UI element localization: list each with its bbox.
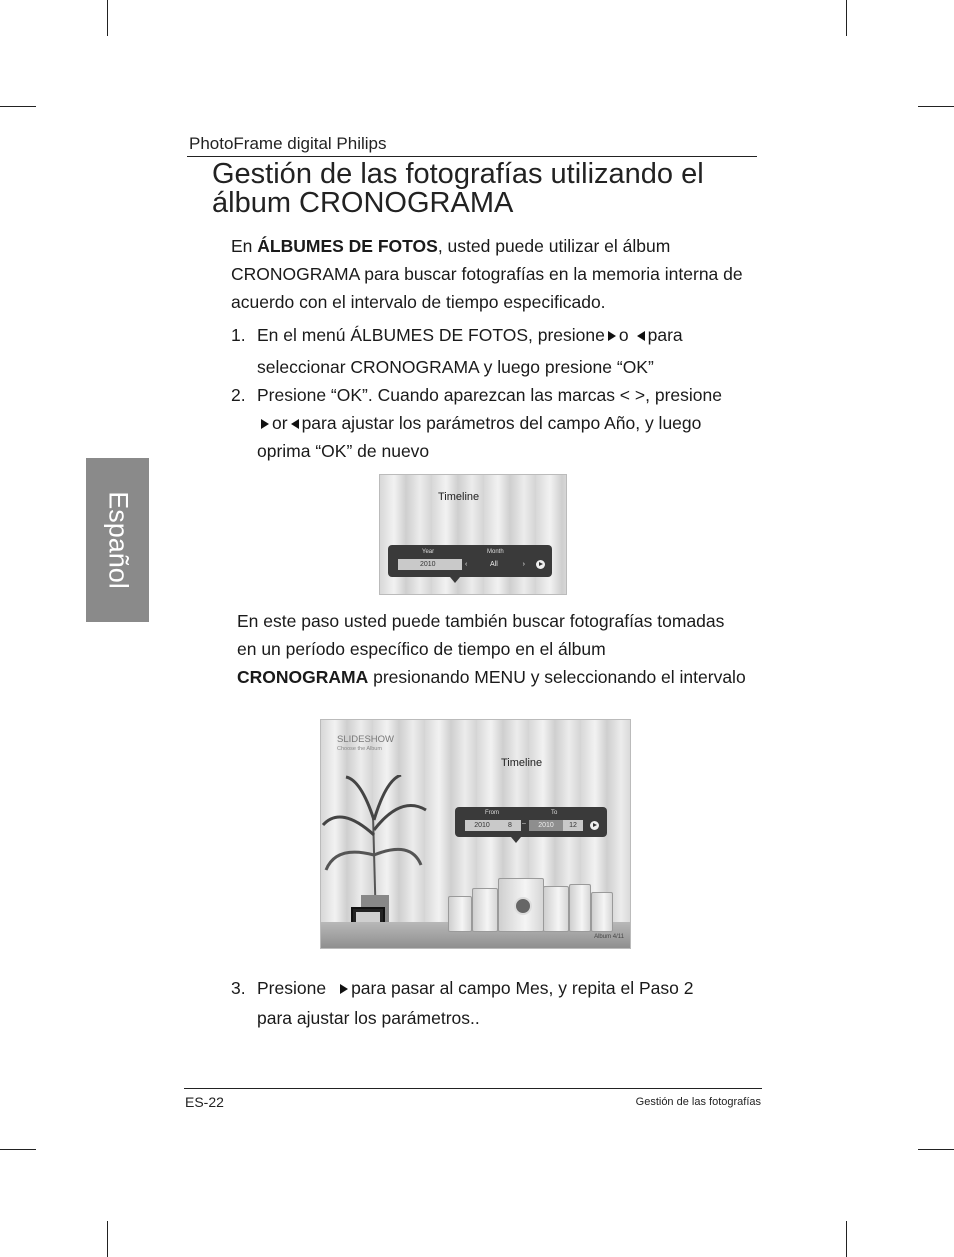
plant-icon (321, 775, 431, 925)
clock-icon (514, 897, 532, 915)
intro-paragraph: En ÁLBUMES DE FOTOS, usted puede utilizar el álbum CRONOGRAMA para buscar fotografías en la memoria interna de acuerdo con el intervalo de tiempo especificado. (231, 236, 743, 312)
year-field[interactable]: 2010 (398, 559, 462, 570)
timeline-screenshot-2 (320, 719, 631, 949)
crop-mark (918, 106, 954, 107)
page-number: ES-22 (185, 1094, 224, 1110)
timeline-bar: Year Month 2010 ‹ All › (388, 545, 552, 577)
choose-album-label: Choose the Album (337, 746, 382, 752)
album-icon[interactable] (472, 888, 498, 932)
pointer-icon (450, 577, 460, 583)
left-arrow-icon (637, 331, 645, 341)
step-2: 2. Presione “OK”. Cuando aparezcan las marcas < >, presione or para ajustar los parámetros del campo Año, y luego oprima “OK” de nuevo (231, 381, 771, 465)
crop-mark (918, 1149, 954, 1150)
running-header: PhotoFrame digital Philips (189, 134, 387, 153)
album-counter: Album 4/11 (594, 934, 624, 940)
crop-mark (0, 1149, 36, 1150)
step-number: 2. (231, 385, 246, 405)
timeline-screenshot-1 (379, 474, 567, 595)
timeline-title: Timeline (501, 757, 543, 769)
language-tab: Español (86, 458, 149, 622)
pointer-icon (511, 837, 521, 843)
crop-mark (107, 1221, 108, 1257)
footer-rule (184, 1088, 762, 1089)
step-number: 3. (231, 978, 246, 998)
crop-mark (846, 0, 847, 36)
crop-mark (0, 106, 36, 107)
album-icon[interactable] (591, 892, 613, 932)
to-year-field[interactable]: 2010 (529, 820, 563, 831)
right-arrow-icon (608, 331, 616, 341)
step-1: 1. En el menú ÁLBUMES DE FOTOS, presione o para seleccionar CRONOGRAMA y luego presione “OK” (231, 321, 771, 381)
go-icon[interactable] (536, 560, 545, 569)
album-icon[interactable] (569, 884, 591, 932)
footer-section: Gestión de las fotografías (635, 1096, 761, 1108)
header-rule (187, 156, 757, 157)
from-month-field[interactable]: 8 (499, 820, 521, 831)
page-title: Gestión de las fotografías utilizando el álbum CRONOGRAMA (212, 158, 704, 219)
from-year-field[interactable]: 2010 (465, 820, 499, 831)
step-number: 1. (231, 325, 246, 345)
slideshow-label: SLIDESHOW (337, 734, 395, 745)
step-3: 3. Presione para pasar al campo Mes, y repita el Paso 2 para ajustar los parámetros.. (231, 974, 771, 1032)
timeline-bar: From To 2010 8 – 2010 12 (455, 807, 607, 837)
middle-bold: CRONOGRAMA (237, 667, 369, 687)
right-arrow-icon (261, 419, 269, 429)
album-icon[interactable] (543, 886, 569, 932)
timeline-title: Timeline (438, 491, 480, 503)
crop-mark (107, 0, 108, 36)
go-icon[interactable] (590, 821, 599, 830)
intro-bold: ÁLBUMES DE FOTOS (257, 236, 438, 256)
to-month-field[interactable]: 12 (563, 820, 583, 831)
crop-mark (846, 1221, 847, 1257)
album-icon[interactable] (448, 896, 472, 932)
left-arrow-icon (291, 419, 299, 429)
right-arrow-icon (340, 984, 348, 994)
middle-paragraph: En este paso usted puede también buscar fotografías tomadas en un período específico de tiempo en el álbum CRONOGRAMA presionando MENU y seleccionando el intervalo (237, 611, 746, 687)
